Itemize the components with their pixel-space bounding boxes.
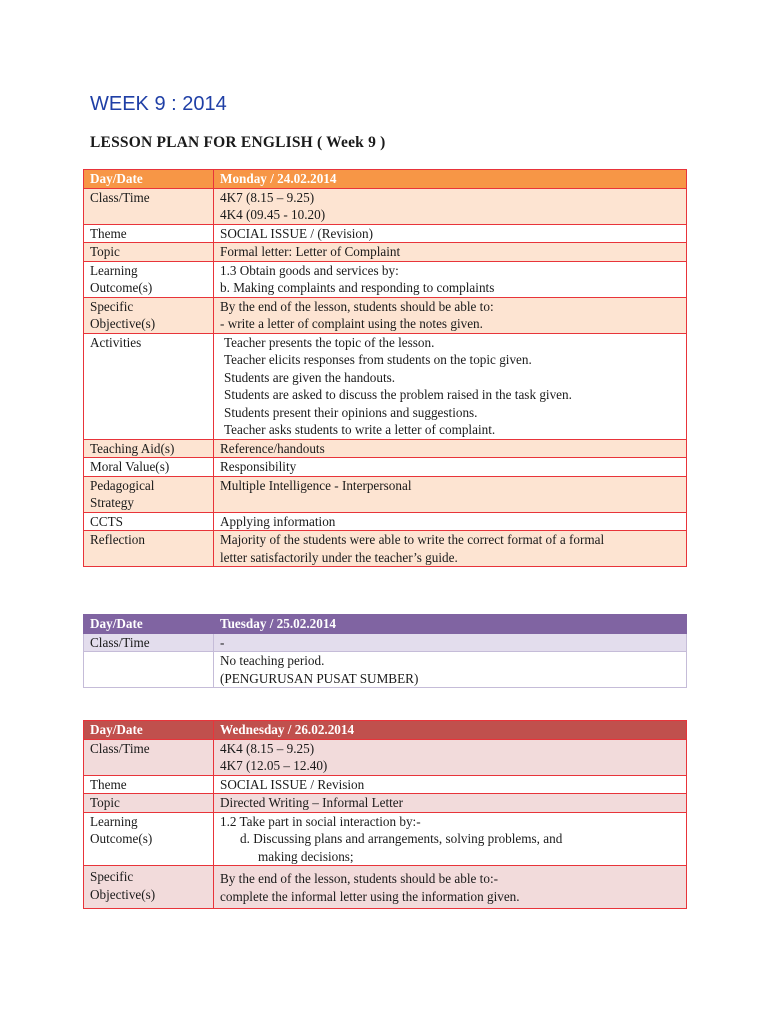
week-title: WEEK 9 : 2014 [90,93,227,115]
day-date-label: Day/Date [84,721,214,740]
teaching-aid-label: Teaching Aid(s) [84,439,214,458]
activity-item: Students present their opinions and suggestions. [224,404,478,420]
class-time-value: 4K7 (8.15 – 9.25) 4K4 (09.45 - 10.20) [214,188,687,224]
table-row [84,812,687,866]
day-date-value: Wednesday / 26.02.2014 [214,721,687,740]
moral-value-value: Responsibility [214,458,687,477]
table-row [84,739,687,775]
day-date-value: Monday / 24.02.2014 [214,170,687,189]
table-row [84,261,687,297]
day-date-label: Day/Date [84,615,214,634]
specific-objective-label: Specific Objective(s) [84,297,214,333]
class-time-value: 4K4 (8.15 – 9.25) 4K7 (12.05 – 12.40) [214,739,687,775]
activities-value [214,333,687,439]
topic-value: Directed Writing – Informal Letter [214,794,687,813]
activity-item: Students are given the handouts. [224,369,396,385]
theme-label: Theme [84,775,214,794]
table-row [84,512,687,531]
table-row [84,775,687,794]
table-row [84,297,687,333]
activity-item: Teacher asks students to write a letter of complaint. [224,422,496,437]
lesson-plan-title: LESSON PLAN FOR ENGLISH ( Week 9 ) [90,134,386,151]
table-row [84,721,687,740]
monday-lesson-table [83,169,687,567]
class-time-value: - [214,633,687,652]
table-row [84,866,687,909]
pedagogical-strategy-label: Pedagogical Strategy [84,476,214,512]
theme-label: Theme [84,224,214,243]
activity-item: Teacher elicits responses from students on the topic given. [224,352,532,367]
ccts-label: CCTS [84,512,214,531]
table-row [84,476,687,512]
learning-outcome-value: 1.3 Obtain goods and services by: b. Making complaints and responding to complaints [214,261,687,297]
class-time-label: Class/Time [84,188,214,224]
table-row [84,243,687,262]
theme-value: SOCIAL ISSUE / (Revision) [214,224,687,243]
table-row [84,188,687,224]
ccts-value: Applying information [214,512,687,531]
table-row [84,633,687,652]
day-date-value: Tuesday / 25.02.2014 [214,615,687,634]
table-row [84,531,687,567]
reflection-value: Majority of the students were able to write the correct format of a formal letter satisfactorily under the teacher’s guide. [214,531,687,567]
topic-label: Topic [84,794,214,813]
activities-label: Activities [84,333,214,439]
learning-outcome-label: Learning Outcome(s) [84,261,214,297]
table-row [84,652,687,688]
theme-value: SOCIAL ISSUE / Revision [214,775,687,794]
class-time-label: Class/Time [84,739,214,775]
pedagogical-strategy-value: Multiple Intelligence - Interpersonal [214,476,687,512]
table-row [84,224,687,243]
class-time-label: Class/Time [84,633,214,652]
activity-item: Students are asked to discuss the problem raised in the task given. [224,387,572,402]
table-row [84,458,687,477]
reflection-label: Reflection [84,531,214,567]
table-row [84,615,687,634]
table-row [84,794,687,813]
moral-value-label: Moral Value(s) [84,458,214,477]
specific-objective-value: By the end of the lesson, students should be able to: - write a letter of complaint using the notes given. [214,297,687,333]
activity-item: Teacher presents the topic of the lesson. [224,334,435,350]
topic-label: Topic [84,243,214,262]
learning-outcome-value: 1.2 Take part in social interaction by:- d. Discussing plans and arrangements, solving problems, and making decisions; [214,812,687,866]
table-row [84,439,687,458]
tuesday-lesson-table [83,614,687,688]
teaching-aid-value: Reference/handouts [214,439,687,458]
wednesday-lesson-table [83,720,687,909]
specific-objective-label: Specific Objective(s) [84,866,214,909]
empty-cell [84,652,214,688]
table-row [84,333,687,439]
specific-objective-value: By the end of the lesson, students should be able to:- complete the informal letter using the information given. [214,866,687,909]
learning-outcome-label: Learning Outcome(s) [84,812,214,866]
day-date-label: Day/Date [84,170,214,189]
topic-value: Formal letter: Letter of Complaint [214,243,687,262]
table-row [84,170,687,189]
no-teaching-note: No teaching period. (PENGURUSAN PUSAT SUMBER) [214,652,687,688]
